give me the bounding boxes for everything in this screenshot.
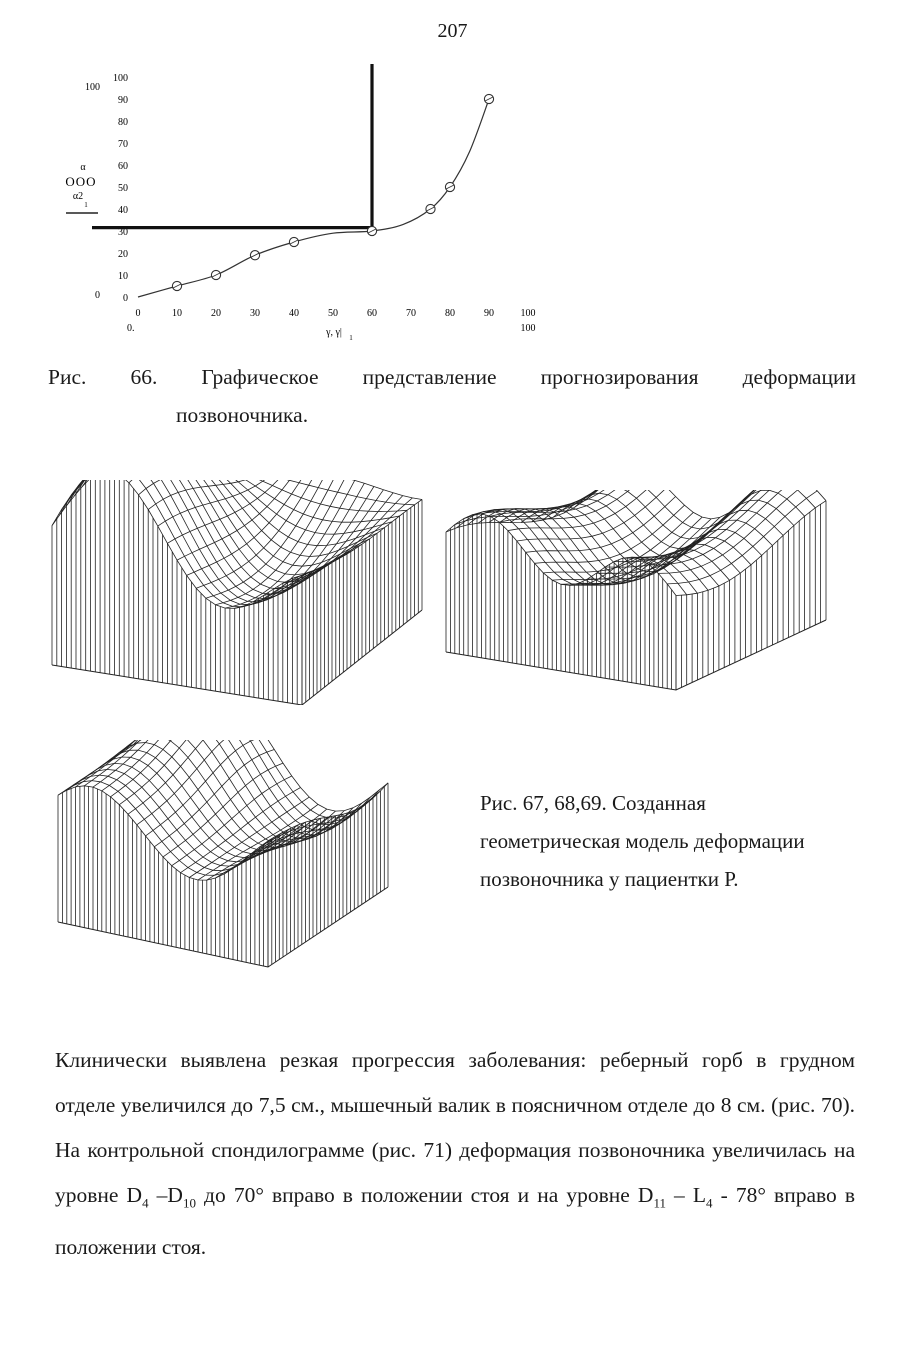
y-tick-label-secondary: 0 bbox=[95, 290, 100, 301]
body-text-part: –D bbox=[148, 1183, 183, 1207]
y-tick-label-secondary: 100 bbox=[85, 82, 100, 93]
mesh-line bbox=[585, 490, 815, 529]
spine-model-figure-69 bbox=[48, 740, 408, 975]
mesh-line bbox=[526, 497, 676, 553]
figure-66-caption bbox=[48, 362, 856, 430]
x-tick-label: 50 bbox=[328, 308, 338, 319]
caption-line-1: Рис. 67, 68,69. Созданная bbox=[480, 791, 706, 815]
caption-word-3: прогнозирования bbox=[540, 365, 699, 389]
x-tick-label: 0 bbox=[135, 308, 141, 319]
mesh-line bbox=[119, 740, 239, 805]
series-line bbox=[138, 99, 489, 297]
mesh-line bbox=[178, 740, 388, 811]
y-tick-label: 80 bbox=[118, 117, 128, 128]
x-axis-label-subscript: 1 bbox=[349, 334, 353, 342]
x-tick-label: 100 bbox=[520, 308, 536, 319]
y-tick-label: 0 bbox=[123, 293, 128, 304]
mesh-line bbox=[120, 480, 370, 566]
y-tick-label: 10 bbox=[118, 271, 128, 282]
y-axis-label: OOO bbox=[65, 174, 97, 189]
y-axis-label: α2 bbox=[72, 191, 84, 202]
chart-figure-66 bbox=[0, 0, 905, 350]
subscript: 4 bbox=[142, 1195, 149, 1211]
caption-line-3: позвоночника у пациентки Р. bbox=[480, 867, 739, 891]
y-tick-label: 50 bbox=[118, 183, 128, 194]
caption-number: 66. bbox=[130, 365, 158, 389]
x-tick-label: 10 bbox=[172, 308, 182, 319]
subscript: 4 bbox=[706, 1195, 713, 1211]
base-outline bbox=[58, 887, 388, 967]
wireframe-surface bbox=[446, 490, 826, 690]
mesh-line bbox=[216, 480, 336, 605]
mesh-line bbox=[206, 480, 326, 598]
wireframe-surface bbox=[58, 740, 388, 967]
caption-line-2: геометрическая модель деформации bbox=[480, 829, 805, 853]
x-tick-label: 40 bbox=[289, 308, 299, 319]
body-text-part: до 70° вправо в положении стоя и на уровне D bbox=[195, 1183, 654, 1207]
y-tick-label: 30 bbox=[118, 227, 128, 238]
wireframe-surface bbox=[52, 480, 422, 705]
y-tick-label: 90 bbox=[118, 95, 128, 106]
x-tick-label: 60 bbox=[367, 308, 377, 319]
subscript: 10 bbox=[182, 1195, 196, 1211]
mesh-line bbox=[244, 483, 364, 606]
y-tick-label: 70 bbox=[118, 139, 128, 150]
mesh-line bbox=[93, 740, 213, 787]
body-text-part: - 78° вправо в положении стоя. bbox=[55, 1183, 855, 1260]
body-text-part: Клинически выявлена резкая прогрессия заболевания: реберный горб в грудном отделе увеличился до 7,5 см., мышечный валик в поясничном отделе до 8 см. (рис. 70). На контрольной спондилограмме (рис. 71) деформация позвоночника увеличилась на уровне D bbox=[55, 1048, 855, 1207]
caption-prefix: Рис. bbox=[48, 365, 87, 389]
mesh-line bbox=[158, 480, 278, 526]
mesh-line bbox=[146, 740, 266, 836]
subscript: 11 bbox=[653, 1195, 666, 1211]
y-axis-label: α bbox=[80, 162, 86, 173]
caption-word-1: Графическое bbox=[201, 365, 319, 389]
spine-model-figure-67 bbox=[40, 480, 435, 705]
caption-word-4: деформации bbox=[742, 365, 856, 389]
mesh-line bbox=[172, 480, 422, 500]
mesh-line bbox=[225, 480, 345, 608]
mesh-line bbox=[148, 740, 358, 835]
mesh-line bbox=[127, 480, 377, 557]
y-tick-label: 40 bbox=[118, 205, 128, 216]
mesh-line bbox=[163, 740, 373, 825]
x-tick-label: 20 bbox=[211, 308, 221, 319]
mesh-line bbox=[457, 511, 687, 595]
x-tick-label-secondary: 0. bbox=[127, 323, 135, 334]
page-number: 207 bbox=[437, 20, 468, 42]
y-tick-label: 20 bbox=[118, 249, 128, 260]
caption-word-2: представление bbox=[362, 365, 497, 389]
body-text-part: – L bbox=[665, 1183, 707, 1207]
caption-line-1 bbox=[48, 362, 856, 392]
x-tick-label: 80 bbox=[445, 308, 455, 319]
x-tick-label-secondary: 100 bbox=[520, 323, 536, 334]
mesh-line bbox=[596, 490, 826, 519]
y-axis-label-subscript: 1 bbox=[84, 201, 88, 209]
y-tick-label: 60 bbox=[118, 161, 128, 172]
body-paragraph bbox=[55, 1038, 855, 1270]
y-tick-label: 100 bbox=[113, 73, 128, 84]
mesh-line bbox=[508, 490, 658, 531]
mesh-line bbox=[165, 480, 415, 505]
x-tick-label: 90 bbox=[484, 308, 494, 319]
spine-model-figure-68 bbox=[438, 490, 838, 700]
x-tick-label: 30 bbox=[250, 308, 260, 319]
caption-line-2: позвоночника. bbox=[176, 403, 309, 427]
figures-67-69-caption bbox=[480, 784, 880, 898]
x-axis-label: γ, γ| bbox=[326, 327, 342, 338]
base-outline bbox=[52, 610, 422, 705]
x-tick-label: 70 bbox=[406, 308, 416, 319]
mesh-line bbox=[71, 480, 191, 495]
